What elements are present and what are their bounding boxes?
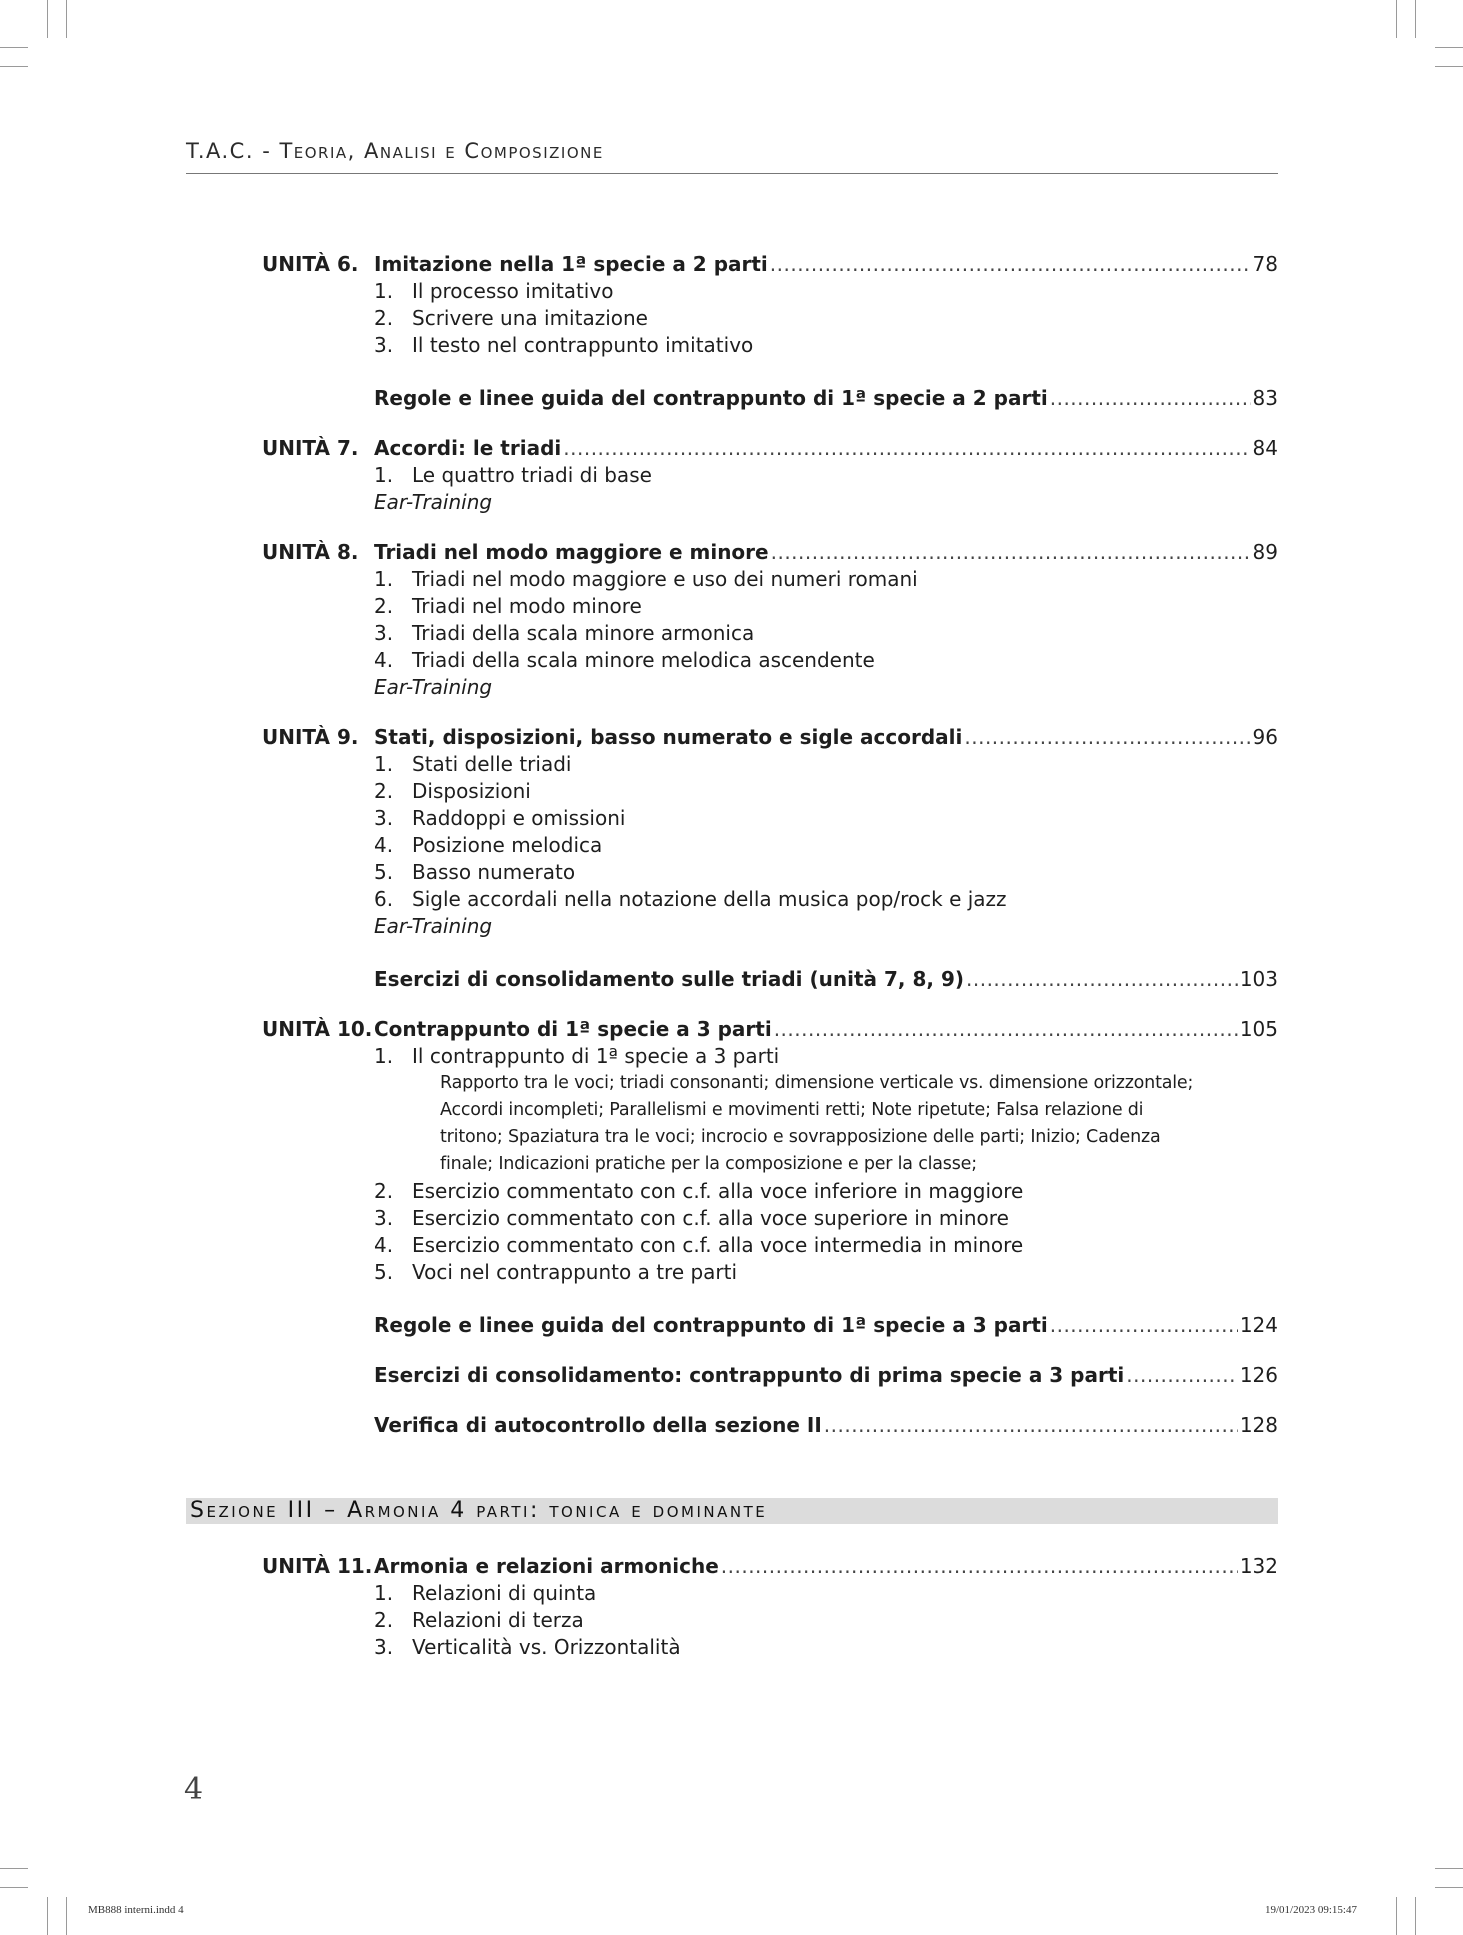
toc-entry[interactable] [262,724,1278,751]
toc-subentry [262,566,1278,593]
spacer [262,359,1278,385]
crop-mark [66,0,67,38]
toc-subentry-text: Le quattro triadi di base [412,463,652,487]
crop-mark [1396,0,1397,38]
toc-entry[interactable] [262,539,1278,566]
toc-description-line: Rapporto tra le voci; triadi consonanti; dimensione verticale vs. dimensione orizzontale; [440,1073,1194,1093]
toc-ear-training: Ear-Training [374,914,493,938]
toc-subentry [262,1607,1278,1634]
spacer [262,516,1278,539]
toc-entry[interactable] [262,385,1278,412]
toc-entry[interactable] [262,251,1278,278]
toc-unit-label: UNITÀ 8. [262,540,359,564]
toc-entry-title: Contrappunto di 1ª specie a 3 parti [374,1017,772,1041]
toc-entry[interactable] [262,1412,1278,1439]
toc-ear-training: Ear-Training [374,490,493,514]
spacer [262,1339,1278,1362]
toc-subentry-text: Sigle accordali nella notazione della musica pop/rock e jazz [412,887,1007,911]
toc-subentry-number: 3. [374,621,394,645]
toc-entry-title: Accordi: le triadi [374,436,562,460]
dot-leader [721,1553,1238,1580]
toc-subentry [262,751,1278,778]
crop-mark [1435,1887,1463,1888]
toc-unit-label: UNITÀ 7. [262,436,359,460]
spacer [262,993,1278,1016]
toc-subentry-number: 2. [374,1608,394,1632]
toc-subentry [262,1232,1278,1259]
toc-subentry [262,332,1278,359]
toc-subentry [262,859,1278,886]
toc-subentry-text: Relazioni di terza [412,1608,584,1632]
toc-subentry [262,1634,1278,1661]
toc-subentry-number: 4. [374,833,394,857]
crop-mark [1435,47,1463,48]
toc-subentry [262,886,1278,913]
toc-page-number: 78 [1252,252,1278,276]
toc-subentry-number: 6. [374,887,394,911]
toc-subentry [262,1043,1278,1070]
toc-entry-title: Esercizi di consolidamento sulle triadi (unità 7, 8, 9) [374,967,964,991]
toc-subentry-number: 1. [374,463,394,487]
toc-subentry-text: Raddoppi e omissioni [412,806,626,830]
toc-unit-label: UNITÀ 9. [262,725,359,749]
toc-entry-title: Regole e linee guida del contrappunto di 1ª specie a 3 parti [374,1313,1048,1337]
toc-subentry [262,805,1278,832]
toc-page-number: 84 [1252,436,1278,460]
toc-entry-title: Stati, disposizioni, basso numerato e sigle accordali [374,725,963,749]
toc-subentry-number: 5. [374,860,394,884]
toc-subentry-number: 2. [374,1179,394,1203]
toc-entry-title: Armonia e relazioni armoniche [374,1554,719,1578]
toc-subentry-text: Il contrappunto di 1ª specie a 3 parti [412,1044,780,1068]
section-heading-bar [186,1498,1278,1524]
toc-subentry [262,1259,1278,1286]
toc-subentry-text: Posizione melodica [412,833,603,857]
toc-unit-label: UNITÀ 6. [262,252,359,276]
toc-subentry-number: 2. [374,779,394,803]
toc-entry[interactable] [262,966,1278,993]
toc-entry[interactable] [262,1362,1278,1389]
toc-subentry-number: 1. [374,1581,394,1605]
toc-entry-title: Imitazione nella 1ª specie a 2 parti [374,252,768,276]
toc-unit-label: UNITÀ 11. [262,1554,373,1578]
toc-page-number: 126 [1239,1363,1278,1387]
toc-subentry-number: 1. [374,567,394,591]
toc-subentry-text: Triadi della scala minore melodica ascendente [412,648,875,672]
toc-subentry [262,620,1278,647]
toc-subentry [262,593,1278,620]
toc-subentry-text: Verticalità vs. Orizzontalità [412,1635,681,1659]
toc-page-number: 124 [1239,1313,1278,1337]
toc-subentry-text: Relazioni di quinta [412,1581,597,1605]
toc-subentry-text: Basso numerato [412,860,576,884]
toc-entry[interactable] [262,1016,1278,1043]
spacer [262,940,1278,966]
dot-leader [563,435,1250,462]
toc-subentry-number: 2. [374,594,394,618]
toc-page-number: 96 [1252,725,1278,749]
spacer [262,701,1278,724]
toc-subentry-number: 4. [374,648,394,672]
slug-filename: MB888 interni.indd 4 [88,1904,184,1916]
toc-subentry [262,462,1278,489]
toc-subentry [262,647,1278,674]
toc-subentry-text: Triadi nel modo minore [412,594,642,618]
toc-subentry-text: Triadi della scala minore armonica [412,621,755,645]
toc-subentry-text: Esercizio commentato con c.f. alla voce superiore in minore [412,1206,1009,1230]
spacer [262,1389,1278,1412]
toc-subentry-text: Esercizio commentato con c.f. alla voce inferiore in maggiore [412,1179,1024,1203]
toc-subentry [262,305,1278,332]
crop-mark [1415,1897,1416,1935]
crop-mark [0,66,28,67]
toc-subentry [262,1580,1278,1607]
slug-datetime: 19/01/2023 09:15:47 [1265,1904,1357,1916]
dot-leader [774,1016,1238,1043]
toc-subentry-text: Stati delle triadi [412,752,572,776]
toc-page-number: 103 [1239,967,1278,991]
toc-page-number: 83 [1252,386,1278,410]
toc-subentry-number: 3. [374,333,394,357]
crop-mark [1435,66,1463,67]
toc-subentry-number: 5. [374,1260,394,1284]
toc-subentry-text: Il testo nel contrappunto imitativo [412,333,754,357]
toc-subentry-text: Triadi nel modo maggiore e uso dei numeri romani [412,567,918,591]
dot-leader [964,724,1250,751]
toc-subentry-number: 1. [374,279,394,303]
toc-subentry [262,1178,1278,1205]
toc-page-number: 128 [1239,1413,1278,1437]
spacer [262,412,1278,435]
toc-subentry-number: 3. [374,1206,394,1230]
toc-subentry-text: Scrivere una imitazione [412,306,648,330]
crop-mark [47,1897,48,1935]
toc-subentry-number: 4. [374,1233,394,1257]
table-of-contents-section-3 [262,1553,1278,1661]
toc-page-number: 132 [1239,1554,1278,1578]
toc-description-line: finale; Indicazioni pratiche per la composizione e per la classe; [440,1154,977,1174]
toc-subentry [262,1205,1278,1232]
toc-subentry-text: Il processo imitativo [412,279,614,303]
toc-entry[interactable] [262,1553,1278,1580]
page-number: 4 [184,1772,204,1807]
toc-subentry-number: 2. [374,306,394,330]
toc-subentry-number: 1. [374,752,394,776]
section-title: Sezione III – Armonia 4 parti: tonica e dominante [190,1498,768,1523]
toc-subentry-text: Esercizio commentato con c.f. alla voce intermedia in minore [412,1233,1024,1257]
spacer [262,1286,1278,1312]
toc-page-number: 105 [1239,1017,1278,1041]
toc-subentry [262,778,1278,805]
toc-description-line: tritono; Spaziatura tra le voci; incrocio e sovrapposizione delle parti; Inizio; Cadenza [440,1127,1161,1147]
toc-subentry-number: 1. [374,1044,394,1068]
toc-description-line: Accordi incompleti; Parallelismi e movimenti retti; Note ripetute; Falsa relazione di [440,1100,1144,1120]
toc-subentry [262,832,1278,859]
crop-mark [47,0,48,38]
toc-subentry [262,278,1278,305]
toc-unit-label: UNITÀ 10. [262,1017,373,1041]
crop-mark [0,1887,28,1888]
dot-leader [771,539,1251,566]
dot-leader [1050,1312,1238,1339]
dot-leader [824,1412,1238,1439]
table-of-contents [262,251,1278,1439]
crop-mark [0,47,28,48]
crop-mark [0,1868,28,1869]
toc-entry[interactable] [262,1312,1278,1339]
toc-entry-title: Esercizi di consolidamento: contrappunto di prima specie a 3 parti [374,1363,1125,1387]
toc-ear-training: Ear-Training [374,675,493,699]
crop-mark [1396,1897,1397,1935]
toc-page-number: 89 [1252,540,1278,564]
crop-mark [1415,0,1416,38]
toc-entry-title: Verifica di autocontrollo della sezione II [374,1413,822,1437]
running-head: T.A.C. - Teoria, Analisi e Composizione [186,139,604,163]
dot-leader [1126,1362,1238,1389]
dot-leader [966,966,1238,993]
toc-subentry-text: Voci nel contrappunto a tre parti [412,1260,738,1284]
dot-leader [770,251,1251,278]
toc-entry[interactable] [262,435,1278,462]
toc-entry-title: Triadi nel modo maggiore e minore [374,540,769,564]
crop-mark [66,1897,67,1935]
header-rule [186,173,1278,174]
crop-mark [1435,1868,1463,1869]
toc-entry-title: Regole e linee guida del contrappunto di 1ª specie a 2 parti [374,386,1048,410]
toc-subentry-number: 3. [374,806,394,830]
toc-subentry-number: 3. [374,1635,394,1659]
toc-subentry-text: Disposizioni [412,779,531,803]
dot-leader [1050,385,1251,412]
